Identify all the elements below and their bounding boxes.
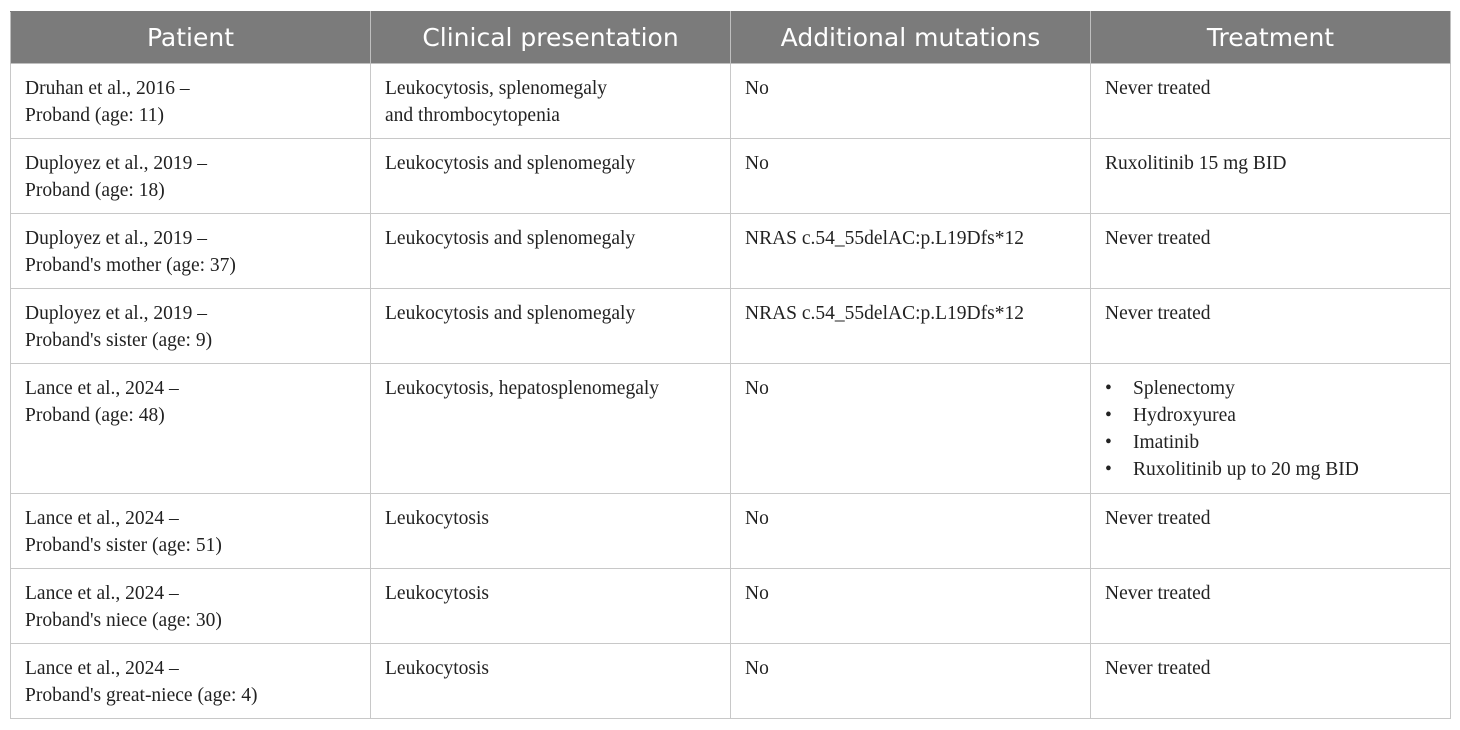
patient-study: Duployez et al., 2019 – (25, 228, 207, 249)
table-row (11, 494, 1451, 569)
header-patient: Patient (11, 12, 371, 64)
treatment-list-item: • Hydroxyurea (1119, 402, 1436, 429)
treatment-list-item: • Imatinib (1119, 429, 1436, 456)
patient-subject: Proband (age: 48) (25, 405, 165, 426)
patient-subject: Proband's great-niece (age: 4) (25, 685, 258, 706)
table-row (11, 64, 1451, 139)
cell-mutations: NRAS c.54_55delAC:p.L19Dfs*12 (731, 289, 1091, 364)
patient-subject: Proband's niece (age: 30) (25, 610, 222, 631)
table-row (11, 569, 1451, 644)
cell-patient (11, 289, 371, 364)
patient-study: Duployez et al., 2019 – (25, 303, 207, 324)
cell-patient (11, 64, 371, 139)
header-row (11, 12, 1451, 64)
patients-table (10, 11, 1451, 719)
cell-patient (11, 364, 371, 494)
patient-study: Lance et al., 2024 – (25, 378, 179, 399)
treatment-list-item: • Ruxolitinib up to 20 mg BID (1119, 456, 1436, 483)
cell-treatment (1091, 364, 1451, 494)
cell-presentation: Leukocytosis and splenomegaly (371, 289, 731, 364)
cell-mutations: No (731, 644, 1091, 719)
patient-subject: Proband's sister (age: 9) (25, 330, 213, 351)
patient-subject: Proband's sister (age: 51) (25, 535, 222, 556)
cell-treatment: Never treated (1091, 214, 1451, 289)
cell-mutations: No (731, 494, 1091, 569)
patient-study: Lance et al., 2024 – (25, 508, 179, 529)
table-row (11, 644, 1451, 719)
patient-study: Lance et al., 2024 – (25, 658, 179, 679)
table-row (11, 139, 1451, 214)
presentation-line: and thrombocytopenia (385, 105, 560, 126)
cell-presentation (371, 64, 731, 139)
header-clinical-presentation: Clinical presentation (371, 12, 731, 64)
cell-mutations: No (731, 364, 1091, 494)
cell-presentation: Leukocytosis (371, 569, 731, 644)
cell-mutations: No (731, 569, 1091, 644)
cell-patient (11, 644, 371, 719)
cell-mutations: No (731, 139, 1091, 214)
cell-treatment: Ruxolitinib 15 mg BID (1091, 139, 1451, 214)
cell-treatment: Never treated (1091, 569, 1451, 644)
patient-study: Duployez et al., 2019 – (25, 153, 207, 174)
cell-patient (11, 569, 371, 644)
cell-treatment: Never treated (1091, 494, 1451, 569)
cell-patient (11, 494, 371, 569)
cell-presentation: Leukocytosis, hepatosplenomegaly (371, 364, 731, 494)
patient-subject: Proband (age: 11) (25, 105, 164, 126)
patient-subject: Proband's mother (age: 37) (25, 255, 236, 276)
treatment-list (1105, 375, 1436, 483)
patient-study: Lance et al., 2024 – (25, 583, 179, 604)
cell-treatment: Never treated (1091, 64, 1451, 139)
patient-subject: Proband (age: 18) (25, 180, 165, 201)
cell-presentation: Leukocytosis (371, 494, 731, 569)
table-row (11, 289, 1451, 364)
treatment-list-item: • Splenectomy (1119, 375, 1436, 402)
cell-treatment: Never treated (1091, 644, 1451, 719)
header-additional-mutations: Additional mutations (731, 12, 1091, 64)
header-treatment: Treatment (1091, 12, 1451, 64)
cell-treatment: Never treated (1091, 289, 1451, 364)
cell-mutations: NRAS c.54_55delAC:p.L19Dfs*12 (731, 214, 1091, 289)
table-row (11, 364, 1451, 494)
cell-mutations: No (731, 64, 1091, 139)
cell-presentation: Leukocytosis and splenomegaly (371, 139, 731, 214)
patient-study: Druhan et al., 2016 – (25, 78, 190, 99)
presentation-line: Leukocytosis, splenomegaly (385, 78, 608, 99)
patients-table-container (10, 11, 1450, 719)
cell-patient (11, 214, 371, 289)
cell-presentation: Leukocytosis (371, 644, 731, 719)
cell-patient (11, 139, 371, 214)
cell-presentation: Leukocytosis and splenomegaly (371, 214, 731, 289)
table-row (11, 214, 1451, 289)
